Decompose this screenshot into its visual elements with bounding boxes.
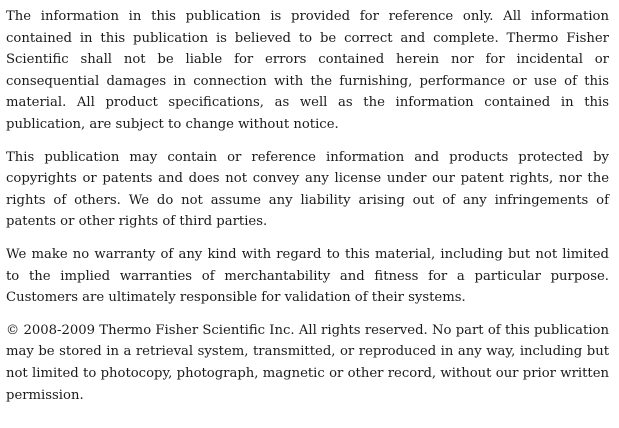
disclaimer-document — [6, 6, 609, 417]
reference-only-paragraph: The information in this publication is provided for reference only. All information contained in this publication is believed to be correct and complete. Thermo Fisher Scientific shall not be liable for errors contained herein nor for incidental or consequential damages in connection with the furnishing, performance or use of this material. All product specifications, as well as the information contained in this publication, are subject to change without notice. — [6, 9, 609, 132]
warranty-paragraph: We make no warranty of any kind with regard to this material, including but not limited to the implied warranties of merchantability and fitness for a particular purpose. Customers are ultimately responsible for validation of their systems. — [6, 246, 609, 306]
copyright-paragraph: © 2008-2009 Thermo Fisher Scientific Inc. All rights reserved. No part of this publication may be stored in a retrieval system, transmitted, or reproduced in any way, including but not limited to photocopy, photograph, magnetic or other record, without our prior written permission. — [6, 322, 609, 403]
patent-rights-paragraph: This publication may contain or reference information and products protected by copyrights or patents and does not convey any license under our patent rights, nor the rights of others. We do not assume any liability arising out of any infringements of patents or other rights of third parties. — [6, 149, 609, 230]
